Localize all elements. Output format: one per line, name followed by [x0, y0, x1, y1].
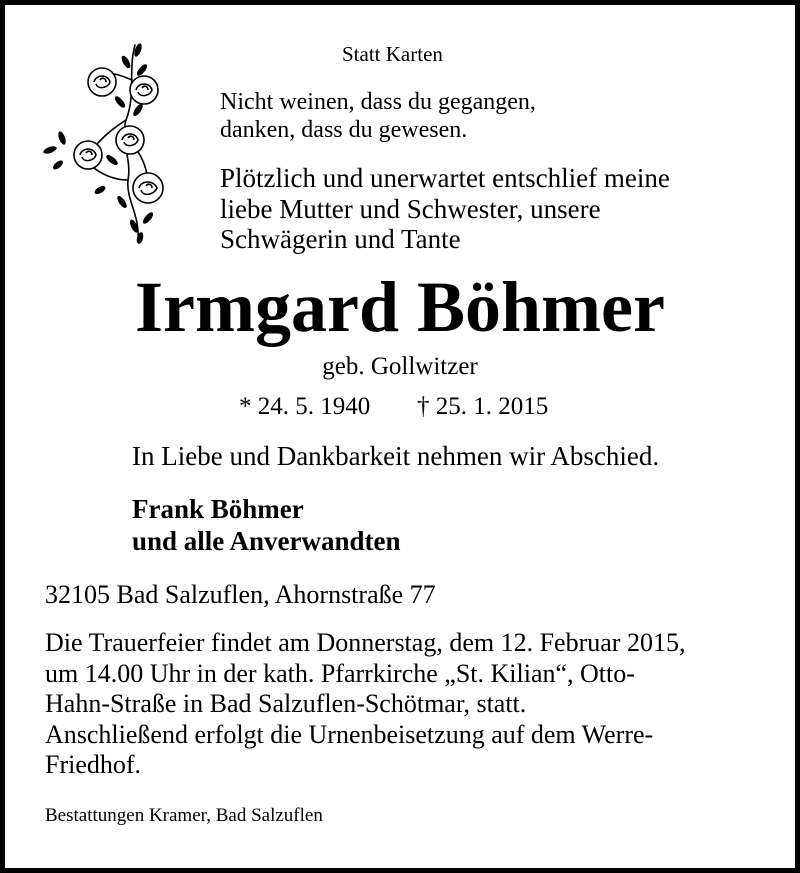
quote-line: danken, dass du gewesen. [220, 117, 468, 143]
mourner-line: Frank Böhmer [132, 494, 304, 524]
funeral-info-line: Die Trauerfeier findet am Donnerstag, dem 12. Februar 2015, [45, 628, 686, 657]
funeral-info-line: Friedhof. [45, 750, 142, 779]
intro-text [220, 163, 670, 255]
birth-date: * 24. 5. 1940 [239, 393, 371, 420]
funeral-info [45, 628, 755, 781]
undertaker: Bestattungen Kramer, Bad Salzuflen [45, 805, 323, 826]
quote-line: Nicht weinen, dass du gegangen, [220, 89, 536, 115]
death-date: † 25. 1. 2015 [417, 393, 549, 420]
header-text: Statt Karten [342, 42, 443, 66]
intro-line: Plötzlich und unerwartet entschlief meine [220, 163, 670, 193]
mourner-line: und alle Anverwandten [132, 526, 401, 556]
quote [220, 88, 536, 144]
funeral-info-line: Hahn-Straße in Bad Salzuflen-Schötmar, statt. [45, 689, 527, 718]
maiden-name: geb. Gollwitzer [322, 353, 478, 380]
mourners [132, 493, 401, 557]
deceased-name: Irmgard Böhmer [135, 267, 665, 347]
intro-line: Schwägerin und Tante [220, 224, 461, 254]
funeral-info-line: Anschließend erfolgt die Urnenbeisetzung auf dem Werre- [45, 719, 654, 749]
intro-line: liebe Mutter und Schwester, unsere [220, 193, 601, 224]
roses-icon [40, 40, 175, 245]
address: 32105 Bad Salzuflen, Ahornstraße 77 [45, 580, 436, 609]
funeral-info-line: um 14.00 Uhr in der kath. Pfarrkirche „St. Kilian“, Otto- [45, 658, 635, 688]
farewell-text: In Liebe und Dankbarkeit nehmen wir Abschied. [132, 441, 660, 471]
